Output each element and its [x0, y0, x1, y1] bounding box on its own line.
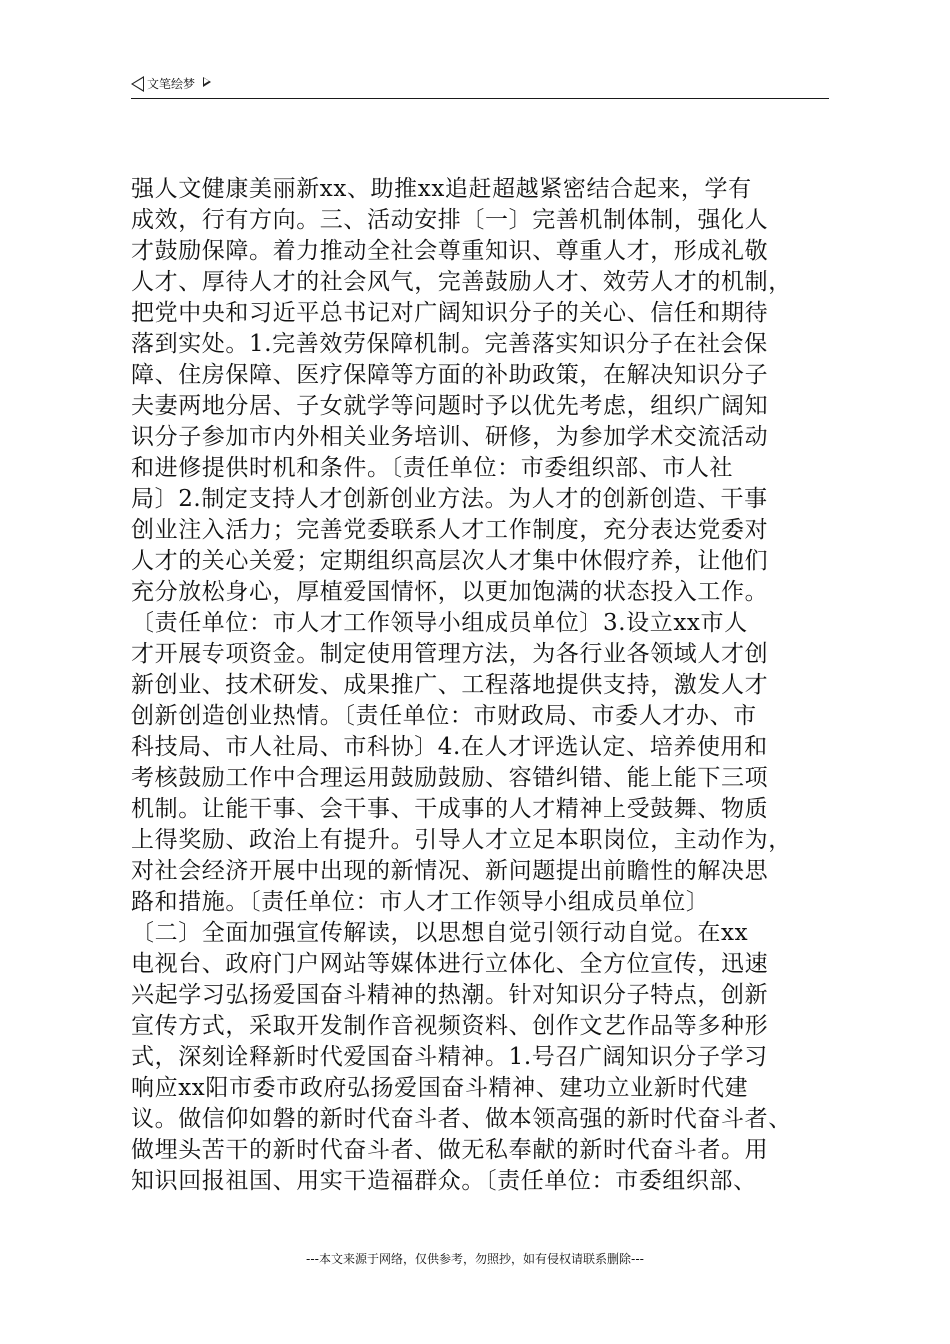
body-line: 才开展专项资金。制定使用管理方法，为各行业各领域人才创 — [131, 641, 769, 667]
page-header — [131, 74, 829, 99]
triangle-left-icon — [131, 76, 144, 92]
body-line: 把党中央和习近平总书记对广阔知识分子的关心、信任和期待 — [131, 300, 769, 326]
body-line: 强人文健康美丽新xx、助推xx追赶超越紧密结合起来，学有 — [131, 176, 752, 202]
body-line: 电视台、政府门户网站等媒体进行立体化、全方位宣传，迅速 — [131, 951, 769, 977]
body-line: 落到实处。1.完善效劳保障机制。完善落实知识分子在社会保 — [131, 331, 768, 357]
body-line: 〔二〕全面加强宣传解读，以思想自觉引领行动自觉。在xx — [131, 920, 749, 946]
body-line: 路和措施。〔责任单位：市人才工作领导小组成员单位〕 — [131, 889, 710, 915]
body-line: 人才的关心关爱；定期组织高层次人才集中休假疗养，让他们 — [131, 548, 769, 574]
body-line: 和进修提供时机和条件。〔责任单位：市委组织部、市人社 — [131, 455, 734, 481]
body-line: 考核鼓励工作中合理运用鼓励鼓励、容错纠错、能上能下三项 — [131, 765, 769, 791]
footer-disclaimer: ---本文来源于网络，仅供参考，勿照抄，如有侵权请联系删除--- — [306, 1252, 644, 1266]
body-line: 科技局、市人社局、市科协〕4.在人才评选认定、培养使用和 — [131, 734, 768, 760]
body-line: 兴起学习弘扬爱国奋斗精神的热潮。针对知识分子特点，创新 — [131, 982, 769, 1008]
body-line: 响应xx阳市委市政府弘扬爱国奋斗精神、建功立业新时代建 — [131, 1075, 749, 1101]
body-line: 上得奖励、政治上有提升。引导人才立足本职岗位，主动作为， — [131, 827, 792, 853]
brand-name: 文笔绘梦 — [147, 77, 196, 91]
body-line: 知识回报祖国、用实干造福群众。〔责任单位：市委组织部、 — [131, 1168, 757, 1194]
body-line: 创新创造创业热情。〔责任单位：市财政局、市委人才办、市 — [131, 703, 757, 729]
body-line: 才鼓励保障。着力推动全社会尊重知识、尊重人才，形成礼敬 — [131, 238, 769, 264]
body-line: 对社会经济开展中出现的新情况、新问题提出前瞻性的解决思 — [131, 858, 769, 884]
body-line: 识分子参加市内外相关业务培训、研修，为参加学术交流活动 — [131, 424, 769, 450]
body-line: 做埋头苦干的新时代奋斗者、做无私奉献的新时代奋斗者。用 — [131, 1137, 769, 1163]
body-line: 〔责任单位：市人才工作领导小组成员单位〕3.设立xx市人 — [131, 610, 748, 636]
body-line: 新创业、技术研发、成果推广、工程落地提供支持，激发人才 — [131, 672, 769, 698]
body-line: 宣传方式，采取开发制作音视频资料、创作文艺作品等多种形 — [131, 1013, 769, 1039]
document-body — [131, 174, 836, 1197]
body-line: 式，深刻诠释新时代爱国奋斗精神。1.号召广阔知识分子学习 — [131, 1044, 768, 1070]
triangle-right-icon — [203, 77, 211, 87]
body-line: 充分放松身心，厚植爱国情怀，以更加饱满的状态投入工作。 — [131, 579, 769, 605]
body-line: 夫妻两地分居、子女就学等问题时予以优先考虑，组织广阔知 — [131, 393, 769, 419]
body-line: 人才、厚待人才的社会风气，完善鼓励人才、效劳人才的机制， — [131, 269, 792, 295]
body-line: 局〕2.制定支持人才创新创业方法。为人才的创新创造、干事 — [131, 486, 768, 512]
body-line: 机制。让能干事、会干事、干成事的人才精神上受鼓舞、物质 — [131, 796, 769, 822]
body-line: 成效，行有方向。三、活动安排〔一〕完善机制体制，强化人 — [131, 207, 769, 233]
brand-mark — [131, 75, 211, 92]
body-line: 障、住房保障、医疗保障等方面的补助政策，在解决知识分子 — [131, 362, 769, 388]
body-line: 创业注入活力；完善党委联系人才工作制度，充分表达党委对 — [131, 517, 769, 543]
body-line: 议。做信仰如磐的新时代奋斗者、做本领高强的新时代奋斗者、 — [131, 1106, 792, 1132]
